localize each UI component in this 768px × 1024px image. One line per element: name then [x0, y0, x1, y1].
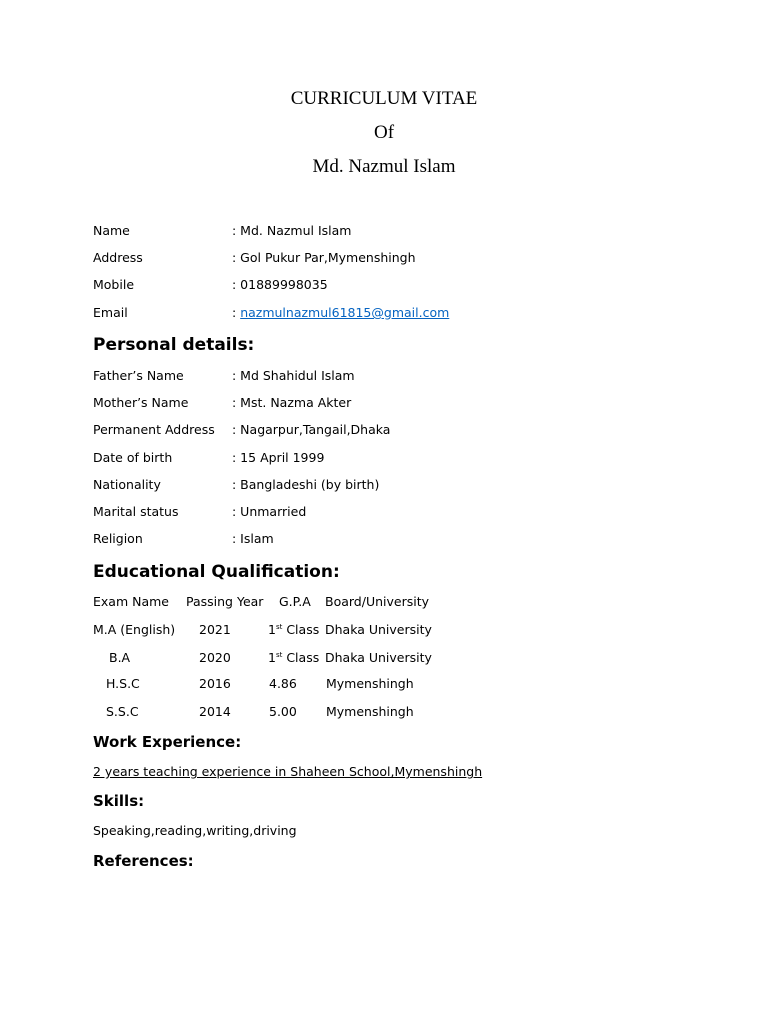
skills-text: Speaking,reading,writing,driving — [93, 823, 297, 838]
exam-name: B.A — [109, 650, 131, 665]
contact-label: Email — [93, 305, 128, 320]
exam-name: H.S.C — [106, 676, 140, 691]
personal-label: Permanent Address — [93, 422, 215, 437]
board: Dhaka University — [325, 622, 432, 637]
education-heading: Educational Qualification: — [93, 562, 340, 582]
contact-value: : Md. Nazmul Islam — [232, 223, 352, 238]
exam-name: M.A (English) — [93, 622, 176, 637]
work-experience-heading: Work Experience: — [93, 733, 242, 751]
personal-value: : Islam — [232, 531, 274, 546]
contact-value: : Gol Pukur Par,Mymenshingh — [232, 250, 416, 265]
gpa — [268, 622, 319, 638]
work-experience-text: 2 years teaching experience in Shaheen School,Mymenshingh — [93, 764, 483, 779]
column-header: G.P.A — [279, 594, 311, 609]
board: Mymenshingh — [326, 676, 414, 691]
contact-value — [232, 305, 449, 321]
personal-value: : Mst. Nazma Akter — [232, 395, 352, 410]
title-of: Of — [373, 122, 395, 143]
contact-label: Mobile — [93, 277, 135, 292]
gpa: 4.86 — [269, 676, 297, 691]
contact-label: Address — [93, 250, 143, 265]
board: Dhaka University — [325, 650, 432, 665]
column-header: Passing Year — [186, 594, 264, 609]
gpa-sup: st — [275, 650, 283, 659]
document-title: CURRICULUM VITAE — [290, 88, 478, 109]
personal-label: Father’s Name — [93, 368, 184, 383]
personal-value: : Nagarpur,Tangail,Dhaka — [232, 422, 391, 437]
column-header: Board/University — [325, 594, 430, 609]
personal-value: : Md Shahidul Islam — [232, 368, 355, 383]
email-prefix: : — [232, 305, 241, 320]
passing-year: 2014 — [199, 704, 231, 719]
personal-value: : Unmarried — [232, 504, 307, 519]
board: Mymenshingh — [326, 704, 414, 719]
personal-label: Date of birth — [93, 450, 173, 465]
email-link[interactable]: nazmulnazmul61815@gmail.com — [240, 305, 450, 320]
personal-label: Marital status — [93, 504, 179, 519]
gpa — [268, 650, 319, 666]
gpa-num: 1 — [268, 650, 276, 665]
passing-year: 2021 — [199, 622, 231, 637]
passing-year: 2016 — [199, 676, 231, 691]
gpa-num: 1 — [268, 622, 276, 637]
gpa-rest: Class — [282, 622, 320, 637]
column-header: Exam Name — [93, 594, 169, 609]
contact-value: : 01889998035 — [232, 277, 328, 292]
personal-label: Nationality — [93, 477, 161, 492]
gpa-sup: st — [275, 622, 283, 631]
title-name: Md. Nazmul Islam — [312, 156, 456, 177]
skills-heading: Skills: — [93, 792, 145, 810]
personal-details-heading: Personal details: — [93, 335, 255, 355]
personal-value: : 15 April 1999 — [232, 450, 325, 465]
personal-label: Mother’s Name — [93, 395, 189, 410]
exam-name: S.S.C — [106, 704, 139, 719]
passing-year: 2020 — [199, 650, 231, 665]
references-heading: References: — [93, 852, 194, 870]
gpa: 5.00 — [269, 704, 297, 719]
contact-label: Name — [93, 223, 130, 238]
personal-label: Religion — [93, 531, 143, 546]
personal-value: : Bangladeshi (by birth) — [232, 477, 380, 492]
gpa-rest: Class — [282, 650, 320, 665]
